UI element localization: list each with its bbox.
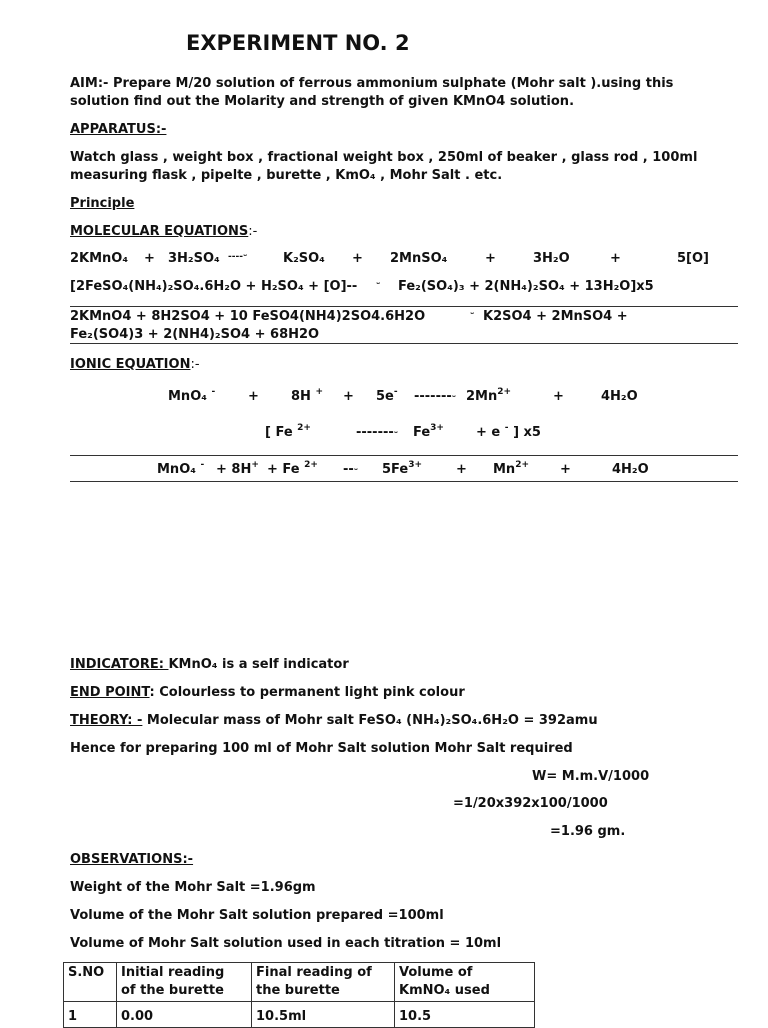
calculation-result: =1.96 gm. — [550, 824, 626, 839]
end-point-line: END POINT: Colourless to permanent light pink colour — [70, 685, 465, 700]
reaction-arrow: ᵕ — [376, 280, 381, 290]
page-title: EXPERIMENT NO. 2 — [186, 31, 410, 55]
theory-line: THEORY: - Molecular mass of Mohr salt FeSO₄ (NH₄)₂SO₄.6H₂O = 392amu — [70, 713, 598, 728]
reaction-arrow: ----ᵕ — [228, 252, 248, 262]
table-cell: 10.5ml — [252, 1002, 395, 1028]
table-cell: 0.00 — [117, 1002, 252, 1028]
reaction-arrow: -------ᵕ — [356, 425, 399, 440]
column-header-volume-used: Volume of KmNO₄ used — [395, 963, 535, 1002]
reaction-arrow: -------ᵕ — [414, 389, 457, 404]
theory-line-2: Hence for preparing 100 ml of Mohr Salt solution Mohr Salt required — [70, 741, 573, 756]
calculation-step-1: W= M.m.V/1000 — [532, 769, 650, 784]
observation-line-3: Volume of Mohr Salt solution used in each titration = 10ml — [70, 936, 502, 951]
apparatus-line-2: measuring flask , pipelte , burette , KmO₄ , Mohr Salt . etc. — [70, 168, 503, 183]
reaction-arrow: --ᵕ — [343, 462, 359, 477]
table-cell: 10.5 — [395, 1002, 535, 1028]
divider — [70, 343, 738, 344]
column-header-sno: S.NO — [64, 963, 117, 1002]
observation-line-1: Weight of the Mohr Salt =1.96gm — [70, 880, 316, 895]
observation-line-2: Volume of the Mohr Salt solution prepared =100ml — [70, 908, 444, 923]
reaction-arrow: ᵕ — [470, 310, 475, 320]
column-header-initial-reading: Initial reading of the burette — [117, 963, 252, 1002]
observation-table — [63, 962, 535, 1028]
divider — [70, 306, 738, 307]
ionic-equation-heading: IONIC EQUATION:- — [70, 357, 200, 372]
divider — [70, 481, 738, 482]
apparatus-line-1: Watch glass , weight box , fractional weight box , 250ml of beaker , glass rod , 100ml — [70, 150, 698, 165]
molecular-equations-heading: MOLECULAR EQUATIONS:- — [70, 224, 258, 239]
aim-line-2: solution find out the Molarity and strength of given KMnO4 solution. — [70, 94, 575, 109]
table-cell: 1 — [64, 1002, 117, 1028]
column-header-final-reading: Final reading of the burette — [252, 963, 395, 1002]
indicator-line: INDICATORE: KMnO₄ is a self indicator — [70, 657, 349, 672]
apparatus-heading: APPARATUS:- — [70, 122, 167, 137]
observations-heading: OBSERVATIONS:- — [70, 852, 194, 867]
aim-line-1: AIM:- Prepare M/20 solution of ferrous ammonium sulphate (Mohr salt ).using this — [70, 76, 674, 91]
calculation-step-2: =1/20x392x100/1000 — [453, 796, 608, 811]
divider — [70, 455, 738, 456]
table-header-row — [64, 963, 535, 1002]
principle-heading: Principle — [70, 196, 135, 211]
